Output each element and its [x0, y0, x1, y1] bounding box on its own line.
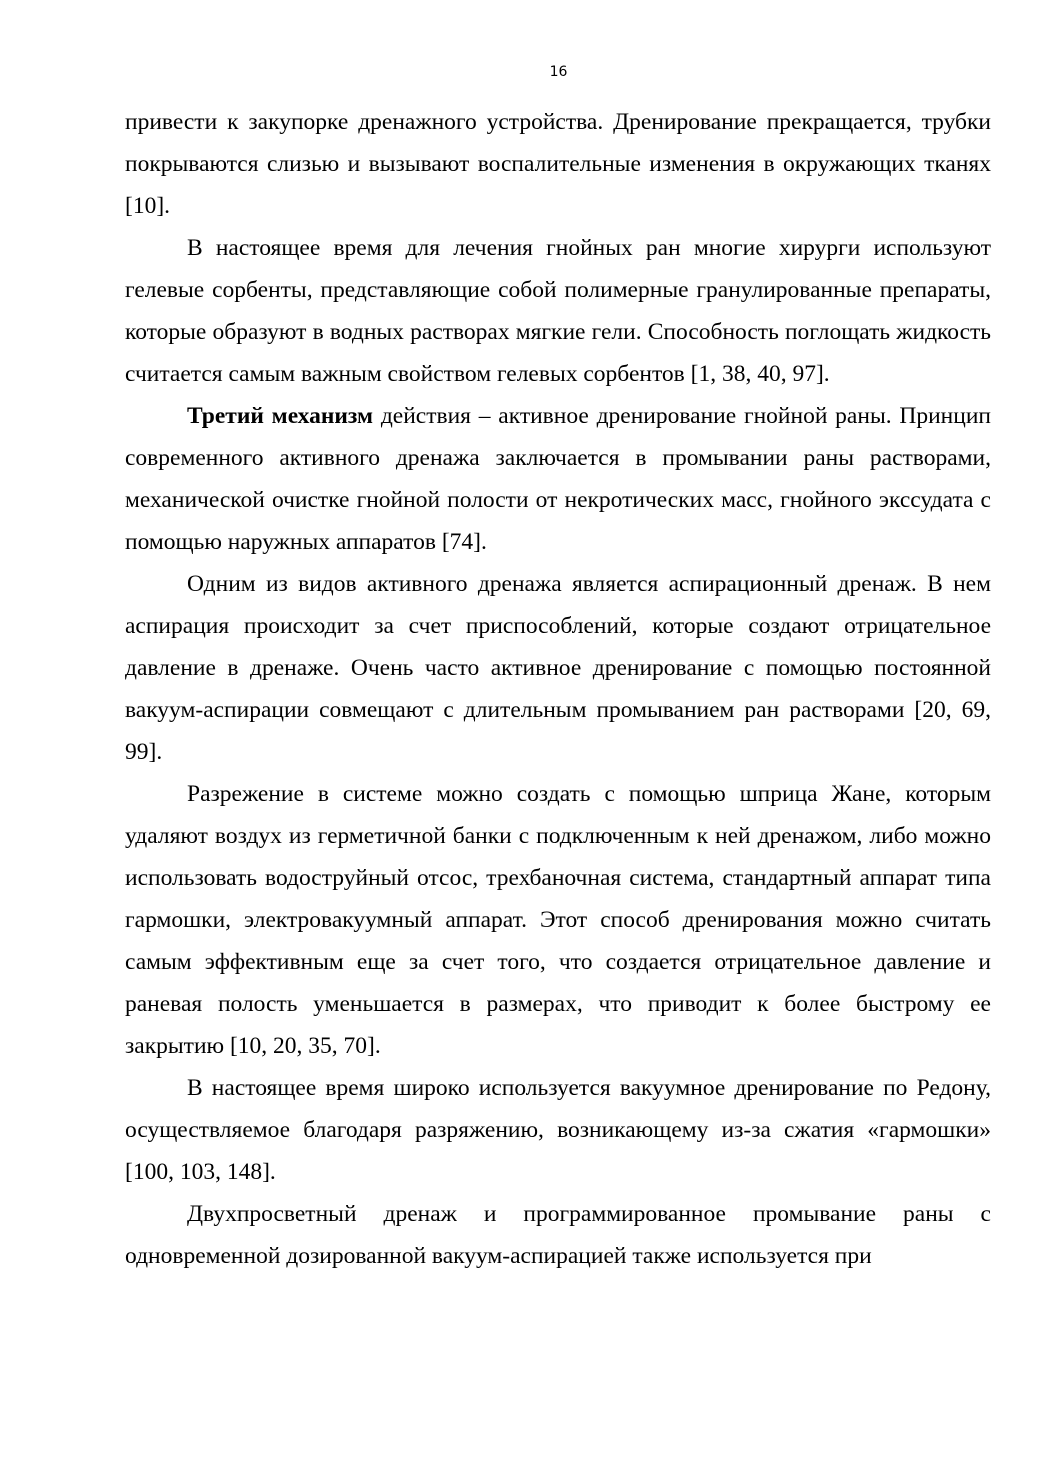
paragraph-3 [125, 395, 991, 563]
page-number: 16 [549, 64, 568, 80]
paragraph-4: Одним из видов активного дренажа является аспирационный дренаж. В нем аспирация происходит за счет приспособлений, которые создают отрицательное давление в дренаже. Очень часто активное дренирование с помощью постоянной вакуум-аспирации совмещают с длительным промыванием ран растворами [20, 69, 99]. [125, 571, 991, 765]
document-body [125, 101, 991, 1277]
paragraph-5: Разрежение в системе можно создать с помощью шприца Жане, которым удаляют воздух из герметичной банки с подключенным к ней дренажом, либо можно использовать водоструйный отсос, трехбаночная система, стандартный аппарат типа гармошки, электровакуумный аппарат. Этот способ дренирования можно считать самым эффективным еще за счет того, что создается отрицательное давление и раневая полость уменьшается в размерах, что приводит к более быстрому ее закрытию [10, 20, 35, 70]. [125, 781, 991, 1059]
paragraph-3-bold-term: Третий механизм [187, 403, 374, 429]
paragraph-2: В настоящее время для лечения гнойных ран многие хирурги используют гелевые сорбенты, представляющие собой полимерные гранулированные препараты, которые образуют в водных растворах мягкие гели. Способность поглощать жидкость считается самым важным свойством гелевых сорбентов [1, 38, 40, 97]. [125, 235, 991, 387]
paragraph-6: В настоящее время широко используется вакуумное дренирование по Редону, осуществляемое благодаря разряжению, возникающему из-за сжатия «гармошки» [100, 103, 148]. [125, 1075, 991, 1185]
paragraph-3-text: действия – активное дренирование гнойной раны. Принцип современного активного дренажа заключается в промывании раны растворами, механической очистке гнойной полости от некротических масс, гнойного экссудата с помощью наружных аппаратов [74]. [125, 403, 991, 555]
paragraph-1: привести к закупорке дренажного устройства. Дренирование прекращается, трубки покрываются слизью и вызывают воспалительные изменения в окружающих тканях [10]. [125, 109, 991, 219]
paragraph-7: Двухпросветный дренаж и программированное промывание раны с одновременной дозированной вакуум-аспирацией также используется при [125, 1201, 991, 1269]
